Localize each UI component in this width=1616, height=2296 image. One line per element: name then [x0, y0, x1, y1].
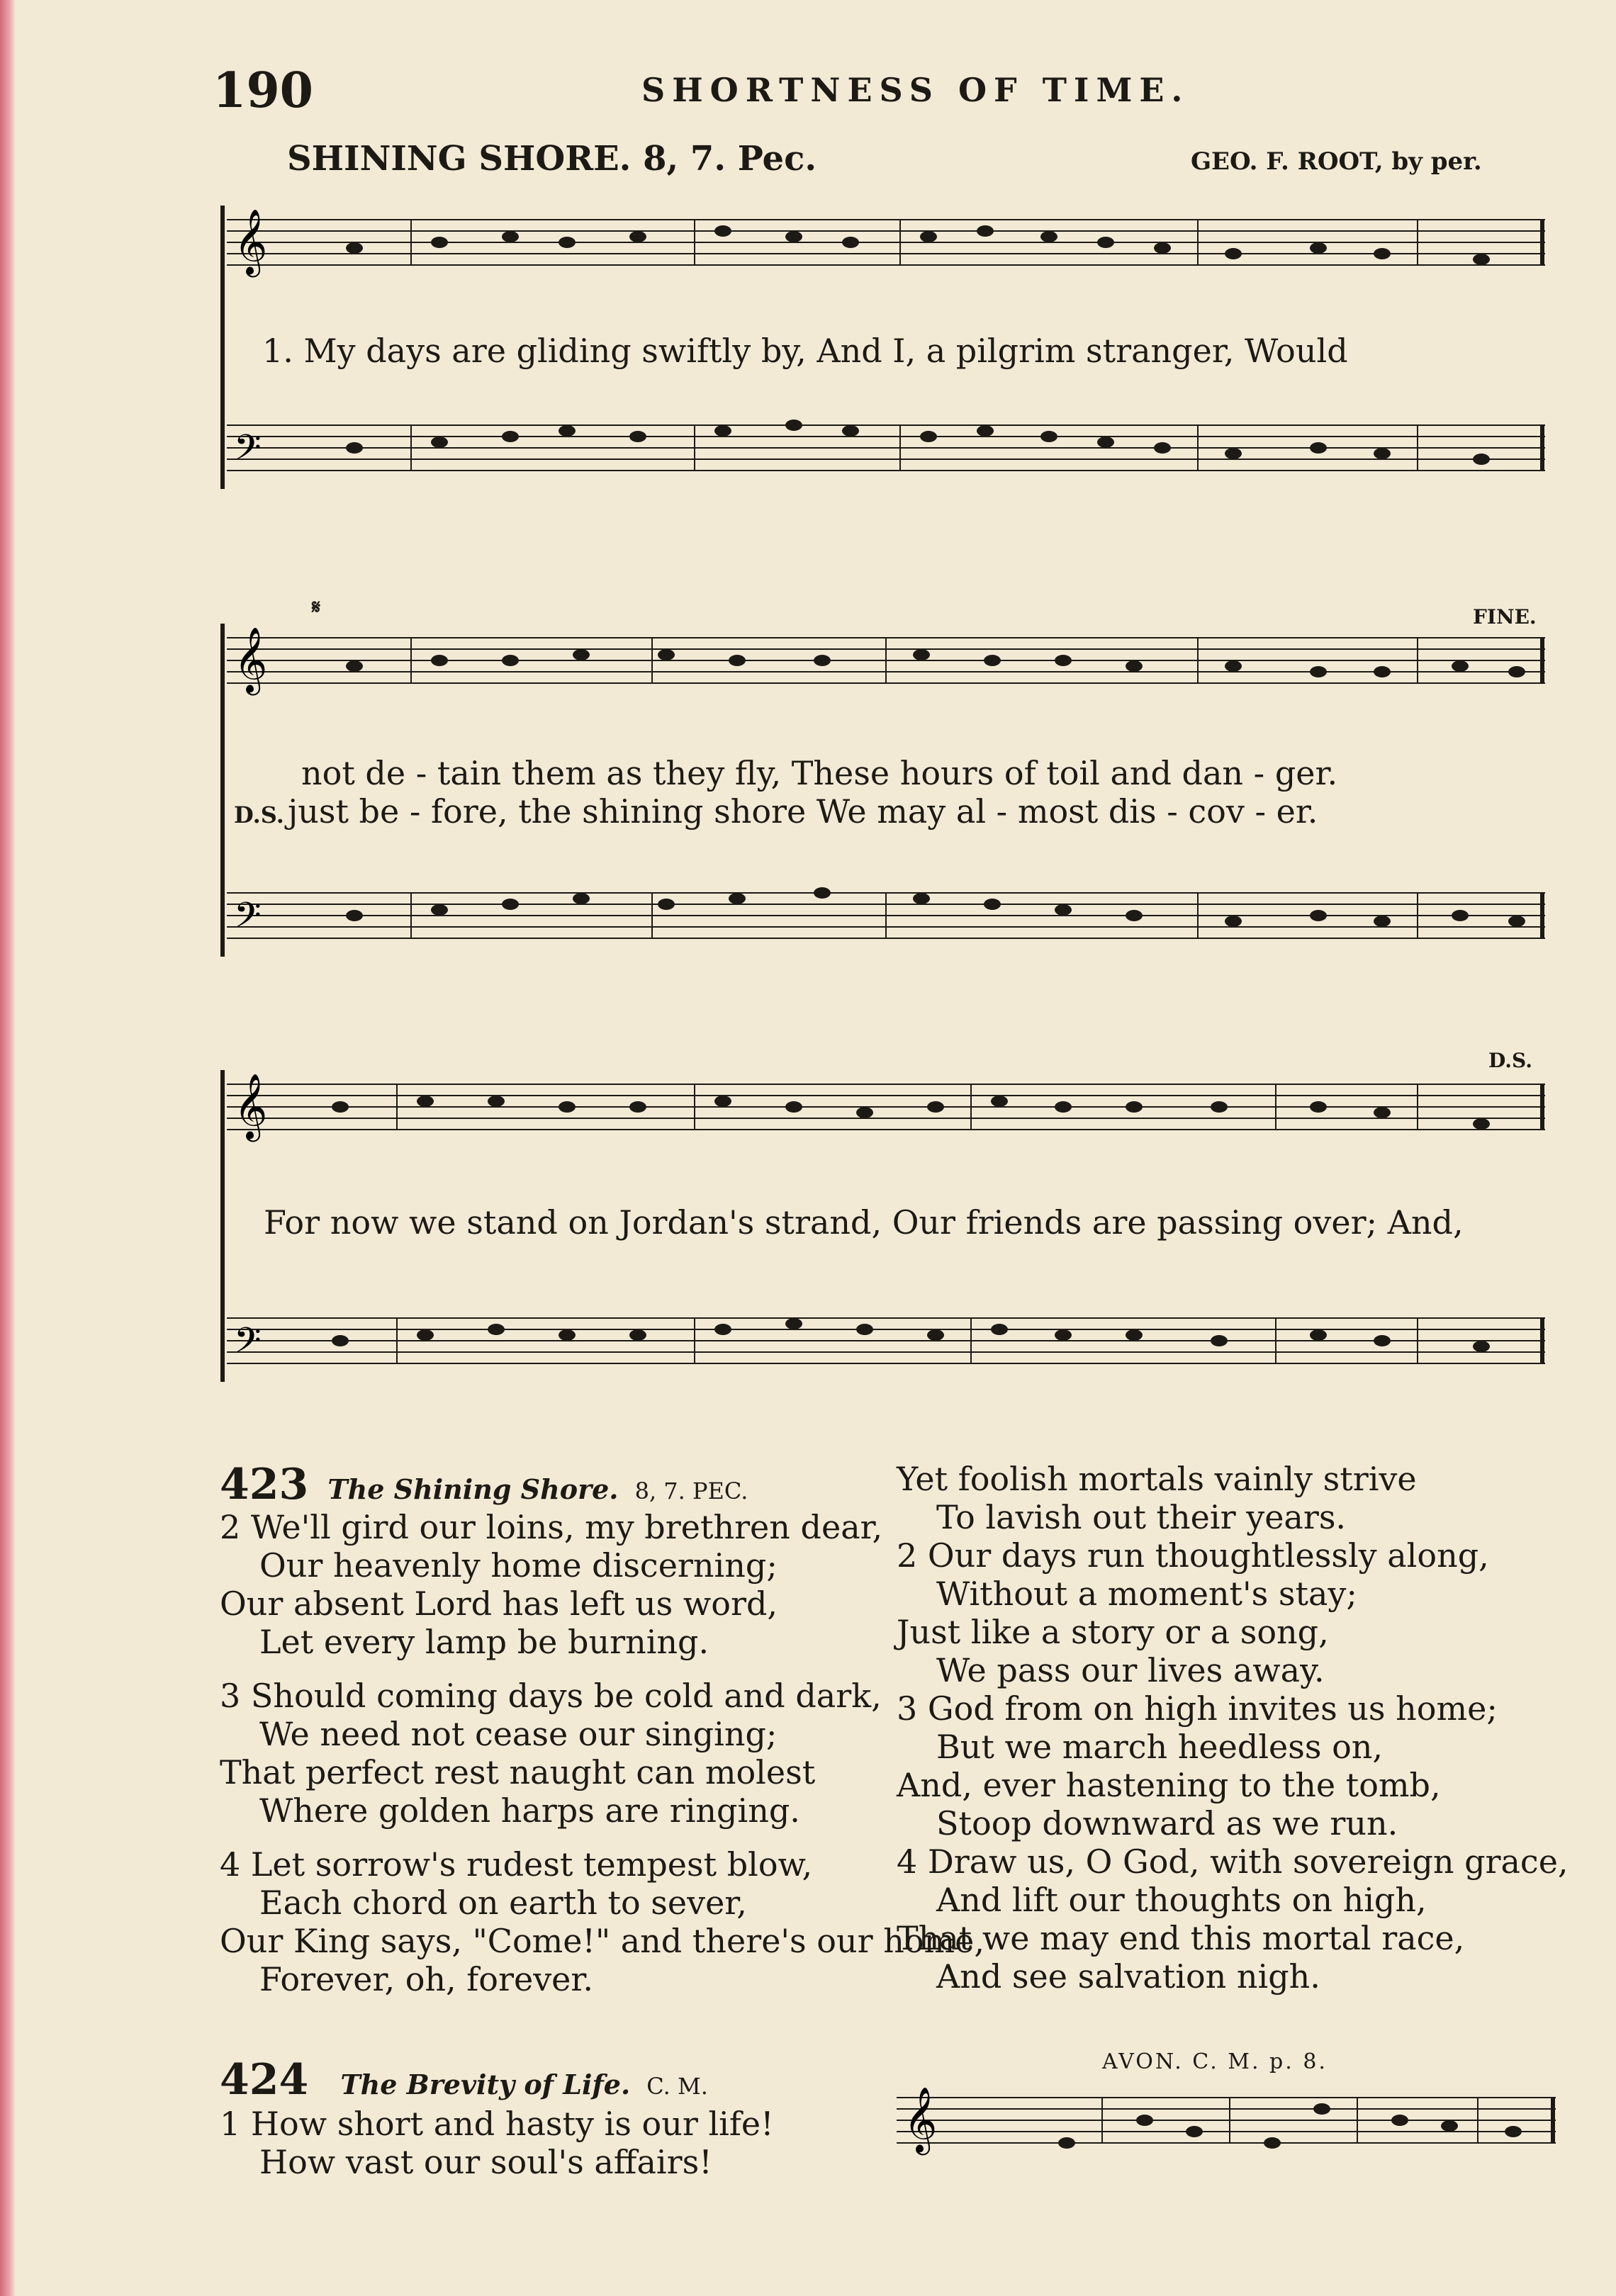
- lyric-line-1: 1. My days are gliding swiftly by, And I, a pilgrim stranger, Would: [262, 332, 1348, 370]
- hymn-423-line: Forever, oh, forever.: [259, 1960, 593, 1998]
- segno-mark: 𝄋: [312, 595, 321, 619]
- hymn-423-line: [220, 1830, 984, 1845]
- svg-text:𝄞: 𝄞: [234, 626, 268, 692]
- hymn-423-line: That perfect rest naught can molest: [220, 1753, 816, 1791]
- hymn-423-line: Our heavenly home discerning;: [259, 1546, 778, 1585]
- hymn-423-line: Our King says, "Come!" and there's our home,: [220, 1922, 985, 1960]
- hymn-meter: 8, 7. PEC.: [634, 1478, 748, 1504]
- hymn-424-cont-line: 3 God from on high invites us home;: [897, 1689, 1498, 1728]
- hymn-title: The Brevity of Life.: [340, 2069, 631, 2100]
- bass-notes-3: [332, 1318, 1490, 1352]
- treble-notes-3: [332, 1096, 1490, 1130]
- hymn-424-cont-line: And see salvation nigh.: [936, 1957, 1320, 1996]
- svg-text:𝄢: 𝄢: [234, 1320, 262, 1370]
- hymn-424-cont-line: We pass our lives away.: [936, 1651, 1325, 1689]
- bass-clef-icon: 𝄢: [234, 427, 262, 477]
- treble-notes-2: [346, 649, 1525, 677]
- hymn-423-line: We need not cease our singing;: [259, 1715, 778, 1753]
- fine-mark: FINE.: [1473, 605, 1537, 629]
- avon-music-snippet: [890, 2076, 1563, 2190]
- bass-notes-1: [346, 420, 1490, 465]
- hymn-number: 423: [220, 1460, 309, 1509]
- page-number: 190: [213, 62, 313, 119]
- lyric-line-3-text: just be - fore, the shining shore We may al - most dis - cov - er.: [287, 792, 1318, 831]
- hymn-424-cont-line: That we may end this mortal race,: [897, 1919, 1465, 1957]
- bass-staff-3: [227, 1318, 1545, 1363]
- svg-text:𝄞: 𝄞: [904, 2086, 938, 2152]
- ds-prefix: D.S.: [234, 801, 284, 828]
- page-edge: [0, 0, 16, 2296]
- lyric-line-3: [234, 792, 1318, 831]
- hymn-number: 424: [220, 2055, 309, 2105]
- hymn-424-cont-line: 2 Our days run thoughtlessly along,: [897, 1536, 1489, 1575]
- hymn-title: The Shining Shore.: [327, 1473, 619, 1505]
- hymn-423-heading: [220, 1460, 748, 1509]
- hymn-423-line: 2 We'll gird our loins, my brethren dear,: [220, 1508, 883, 1546]
- hymn-424-verses: [220, 2105, 774, 2181]
- hymn-424-cont-line: And lift our thoughts on high,: [936, 1881, 1427, 1919]
- hymn-424-heading: [220, 2055, 708, 2105]
- running-head: SHORTNESS OF TIME.: [641, 71, 1190, 109]
- hymn-423-line: Let every lamp be burning.: [259, 1623, 709, 1661]
- hymn-423-line: 4 Let sorrow's rudest tempest blow,: [220, 1845, 813, 1884]
- hymn-424-cont-line: Yet foolish mortals vainly strive: [897, 1460, 1417, 1498]
- composer-credit: GEO. F. ROOT, by per.: [1191, 147, 1482, 176]
- hymn-424-line: How vast our soul's affairs!: [259, 2143, 712, 2181]
- hymn-424-cont-line: Without a moment's stay;: [936, 1575, 1357, 1613]
- hymn-423-verses: [220, 1508, 984, 1998]
- avon-label: AVON. C. M. p. 8.: [1102, 2049, 1328, 2074]
- treble-staff-1: [227, 220, 1545, 265]
- hymn-424-cont-line: But we march heedless on,: [936, 1728, 1384, 1766]
- hymn-424-cont-line: Stoop downward as we run.: [936, 1804, 1398, 1842]
- hymn-424-cont-line: To lavish out their years.: [936, 1498, 1347, 1536]
- hymn-424-cont-line: 4 Draw us, O God, with sovereign grace,: [897, 1842, 1569, 1881]
- tune-title: SHINING SHORE. 8, 7. Pec.: [287, 139, 817, 179]
- hymn-meter: C. M.: [646, 2073, 708, 2100]
- hymn-424-cont-line: And, ever hastening to the tomb,: [897, 1766, 1441, 1804]
- lyric-line-4: For now we stand on Jordan's strand, Our friends are passing over; And,: [264, 1203, 1464, 1242]
- hymn-424-continuation: [897, 1460, 1569, 1996]
- bass-staff-1: [227, 425, 1545, 471]
- hymn-423-line: [220, 1661, 984, 1677]
- ds-mark: D.S.: [1488, 1049, 1533, 1072]
- hymn-423-line: Each chord on earth to sever,: [259, 1884, 747, 1922]
- hymn-423-line: 3 Should coming days be cold and dark,: [220, 1677, 882, 1715]
- svg-text:𝄢: 𝄢: [234, 895, 262, 945]
- lyric-line-2: not de - tain them as they fly, These hours of toil and dan - ger.: [301, 754, 1338, 792]
- hymn-423-line: Where golden harps are ringing.: [259, 1791, 800, 1830]
- hymn-424-line: 1 How short and hasty is our life!: [220, 2105, 774, 2143]
- treble-clef-icon: 𝄞: [234, 208, 268, 274]
- treble-staff-3: [227, 1084, 1545, 1130]
- hymn-424-cont-line: Just like a story or a song,: [897, 1613, 1329, 1651]
- hymn-423-line: Our absent Lord has left us word,: [220, 1585, 778, 1623]
- svg-text:𝄞: 𝄞: [234, 1073, 268, 1139]
